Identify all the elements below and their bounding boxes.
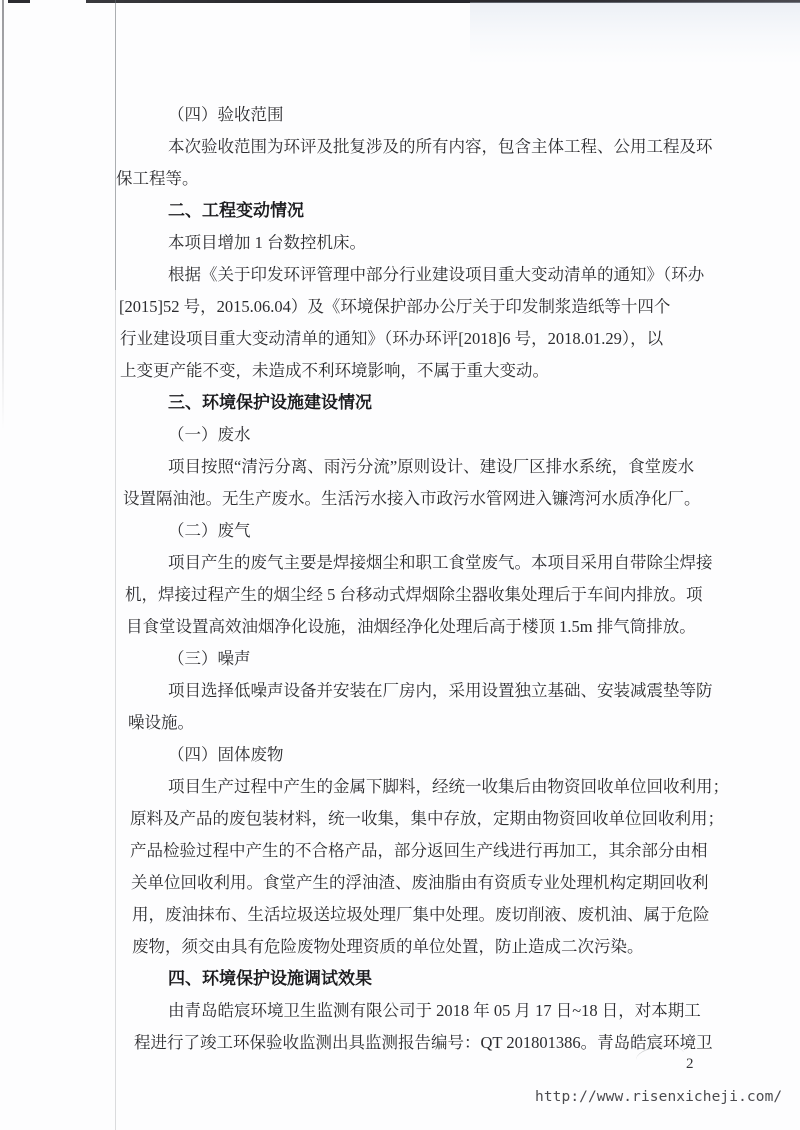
scan-left-edge-line (2, 0, 4, 430)
text-line: 项目生产过程中产生的金属下脚料，经统一收集后由物资回收单位回收利用； (168, 777, 729, 796)
section-heading: 四、环境保护设施调试效果 (168, 969, 372, 988)
text-line: 产品检验过程中产生的不合格产品，部分返回生产线进行再加工，其余部分由相 (130, 841, 708, 860)
section-heading: 二、工程变动情况 (168, 201, 304, 220)
page-number: 2 (686, 1056, 694, 1072)
text-line: 由青岛皓宸环境卫生监测有限公司于 2018 年 05 月 17 日~18 日，对本期工 (168, 1001, 701, 1020)
text-line: （三）噪声 (168, 649, 251, 668)
scan-top-left-mark (8, 0, 30, 3)
scan-top-right-smudge (470, 2, 800, 64)
text-line: 目食堂设置高效油烟净化设施，油烟经净化处理后高于楼顶 1.5m 排气筒排放。 (126, 617, 696, 636)
text-line: 噪设施。 (128, 713, 194, 732)
text-line: 原料及产品的废包装材料，统一收集，集中存放，定期由物资回收单位回收利用； (130, 809, 724, 828)
text-line: 关单位回收利用。食堂产生的浮油渣、废油脂由有资质专业处理机构定期回收利 (131, 873, 709, 892)
text-line: （四）验收范围 (168, 105, 284, 124)
text-line: 保工程等。 (116, 169, 199, 188)
text-line: 项目产生的废气主要是焊接烟尘和职工食堂废气。本项目采用自带除尘焊接 (168, 553, 713, 572)
text-line: 根据《关于印发环评管理中部分行业建设项目重大变动清单的通知》（环办 (168, 265, 705, 284)
watermark-url: http://www.risenxicheji.com/ (535, 1089, 783, 1105)
scan-fold-line-dark-top (115, 0, 116, 290)
text-line: [2015]52 号，2015.06.04）及《环境保护部办公厅关于印发制浆造纸等十四个 (119, 297, 671, 316)
text-line: 本次验收范围为环评及批复涉及的所有内容，包含主体工程、公用工程及环 (168, 137, 713, 156)
text-line: 机，焊接过程产生的烟尘经 5 台移动式焊烟除尘器收集处理后于车间内排放。项 (125, 585, 703, 604)
text-line: 程进行了竣工环保验收监测出具监测报告编号：QT 201801386。青岛皓宸环境卫 (134, 1033, 713, 1052)
text-line: （一）废水 (168, 425, 251, 444)
text-line: 上变更产能不变，未造成不利环境影响，不属于重大变动。 (120, 361, 549, 380)
text-line: （二）废气 (168, 521, 251, 540)
text-line: 项目按照“清污分离、雨污分流”原则设计、建设厂区排水系统，食堂废水 (168, 457, 695, 476)
text-line: 用，废油抹布、生活垃圾送垃圾处理厂集中处理。废切削液、废机油、属于危险 (132, 905, 710, 924)
text-line: 项目选择低噪声设备并安装在厂房内，采用设置独立基础、安装减震垫等防 (168, 681, 713, 700)
text-line: 本项目增加 1 台数控机床。 (168, 233, 366, 252)
text-line: 废物，须交由具有危险废物处理资质的单位处置，防止造成二次污染。 (132, 937, 644, 956)
section-heading: 三、环境保护设施建设情况 (168, 393, 372, 412)
text-line: 设置隔油池。无生产废水。生活污水接入市政污水管网进入镰湾河水质净化厂。 (123, 489, 701, 508)
text-line: （四）固体废物 (168, 745, 284, 764)
text-line: 行业建设项目重大变动清单的通知》（环办环评[2018]6 号，2018.01.29），以 (120, 329, 664, 348)
